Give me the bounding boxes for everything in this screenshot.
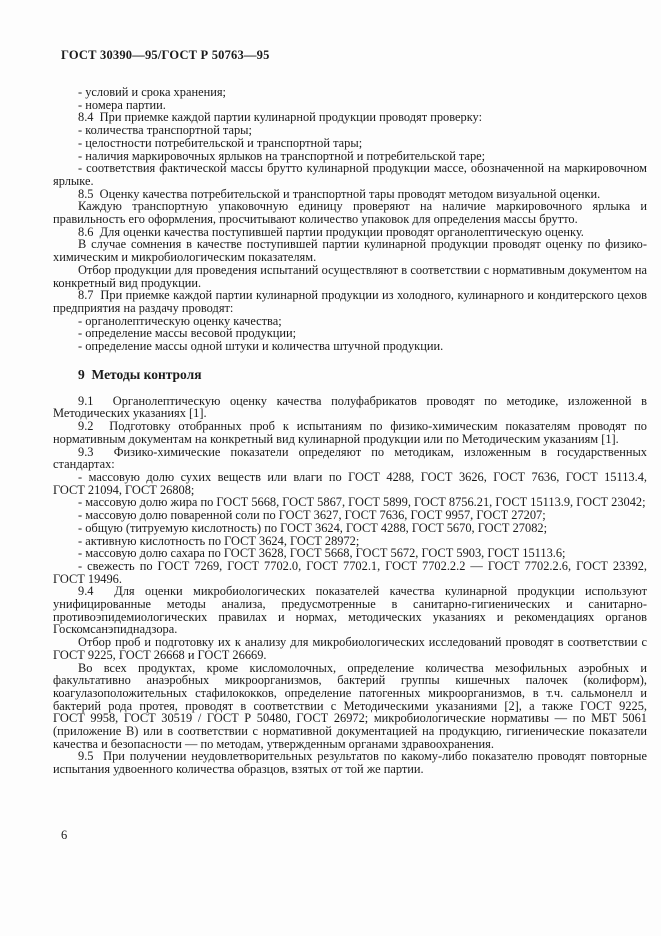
list-item: - определение массы весовой продукции; — [78, 326, 297, 341]
list-item: - количества транспортной тары; — [78, 123, 252, 138]
list-item: - определение массы одной штуки и количества штучной продукции. — [78, 339, 444, 354]
list-item: - массовую долю сахара по ГОСТ 3628, ГОСТ 5668, ГОСТ 5672, ГОСТ 5903, ГОСТ 15113.6; — [78, 546, 566, 561]
paragraph: Отбор продукции для проведения испытаний осуществляют в соответствии с нормативным документом на конкретный вид продукции. — [53, 262, 647, 290]
list-item: - массовую долю поваренной соли по ГОСТ 3627, ГОСТ 7636, ГОСТ 9957, ГОСТ 27207; — [78, 508, 546, 523]
paragraph: 9.1 Органолептическую оценку качества полуфабрикатов проводят по методике, изложенной в Методических указаниях [1]. — [53, 393, 647, 421]
document-body — [53, 86, 647, 776]
paragraph: 9.5 При получении неудовлетворительных результатов по какому-либо показателю проводят повторные испытания удвоенного количества образцов, взятых от той же партии. — [53, 749, 647, 777]
list-item: - соответствия фактической массы брутто кулинарной продукции массе, обозначенной на маркировочном ярлыке. — [53, 161, 647, 188]
paragraph: 8.4 При приемке каждой партии кулинарной продукции проводят проверку: — [78, 110, 483, 125]
paragraph: Каждую транспортную упаковочную единицу проверяют на наличие маркировочного ярлыка и правильность его оформления, просчитывают количество упаковок для определения массы брутто. — [53, 199, 647, 227]
list-item: - активную кислотность по ГОСТ 3624, ГОСТ 28972; — [78, 533, 360, 548]
page-number: 6 — [61, 828, 68, 842]
list-item: - общую (титруемую кислотность) по ГОСТ 3624, ГОСТ 4288, ГОСТ 5670, ГОСТ 27082; — [78, 520, 548, 535]
list-item: - органолептическую оценку качества; — [78, 313, 282, 328]
list-item: - наличия маркировочных ярлыков на транспортной и потребительской таре; — [78, 148, 486, 163]
paragraph: 8.5 Оценку качества потребительской и транспортной тары проводят методом визуальной оценки. — [78, 186, 601, 201]
paragraph: 9.3 Физико-химические показатели определяют по методикам, изложенным в государственных стандартах: — [53, 444, 647, 472]
paragraph: Во всех продуктах, кроме кисломолочных, определение количества мезофильных аэробных и факультативно анаэробных микроорганизмов, бактерий группы кишечных палочек (колиформ), коагулазоположительных стафилококков, определение патогенных микроорганизмов, в т.ч. сальмонелл и бактерий рода протея, проводят в соответствии с Методическими указаниями [2], а также ГОСТ 9225, ГОСТ 9958, ГОСТ 30519 / ГОСТ Р 50480, ГОСТ 26972; микробиологические нормативы — по МБТ 5061 (приложение В) или в соответствии с нормативной документацией на продукцию, гигиенические показатели качества и безопасности — по методам, утвержденным органами здравоохранения. — [53, 660, 647, 751]
paragraph: В случае сомнения в качестве поступившей партии кулинарной продукции проводят оценку по физико-химическим и микробиологическим показателям. — [53, 237, 647, 265]
list-item: - целостности потребительской и транспортной тары; — [78, 135, 363, 150]
paragraph: Отбор проб и подготовку их к анализу для микробиологических исследований проводят в соответствии с ГОСТ 9225, ГОСТ 26668 и ГОСТ 26669. — [53, 635, 647, 662]
paragraph: 9.4 Для оценки микробиологических показателей качества кулинарной продукции используют унифицированные методы анализа, предусмотренные в санитарно-гигиенических и санитарно-противоэпидемиологических правилах и нормах, методических указаниях и рекомендациях органов Госкомсанэпиднадзора. — [53, 584, 647, 637]
list-item: - массовую долю сухих веществ или влаги по ГОСТ 4288, ГОСТ 3626, ГОСТ 7636, ГОСТ 15113.4, ГОСТ 21094, ГОСТ 26808; — [53, 469, 647, 497]
list-item: - номера партии. — [78, 97, 166, 112]
list-item: - условий и срока хранения; — [78, 85, 226, 99]
running-header: ГОСТ 30390—95/ГОСТ Р 50763—95 — [61, 48, 270, 62]
paragraph: 8.6 Для оценки качества поступившей партии продукции проводят органолептическую оценку. — [78, 224, 584, 239]
paragraph: 9.2 Подготовку отобранных проб к испытаниям по физико-химическим показателям проводят по нормативным документам на конкретный вид кулинарной продукции или по Методическим указаниям [1]. — [53, 419, 647, 446]
list-item: - массовую долю жира по ГОСТ 5668, ГОСТ 5867, ГОСТ 5899, ГОСТ 8756.21, ГОСТ 15113.9, ГОСТ 23042; — [78, 495, 646, 510]
section-heading: 9 Методы контроля — [78, 366, 202, 382]
paragraph: 8.7 При приемке каждой партии кулинарной продукции из холодного, кулинарного и кондитерского цехов предприятия на раздачу проводят: — [53, 288, 647, 315]
list-item: - свежесть по ГОСТ 7269, ГОСТ 7702.0, ГОСТ 7702.1, ГОСТ 7702.2.2 — ГОСТ 7702.2.6, ГОСТ 23392, ГОСТ 19496. — [53, 558, 647, 586]
